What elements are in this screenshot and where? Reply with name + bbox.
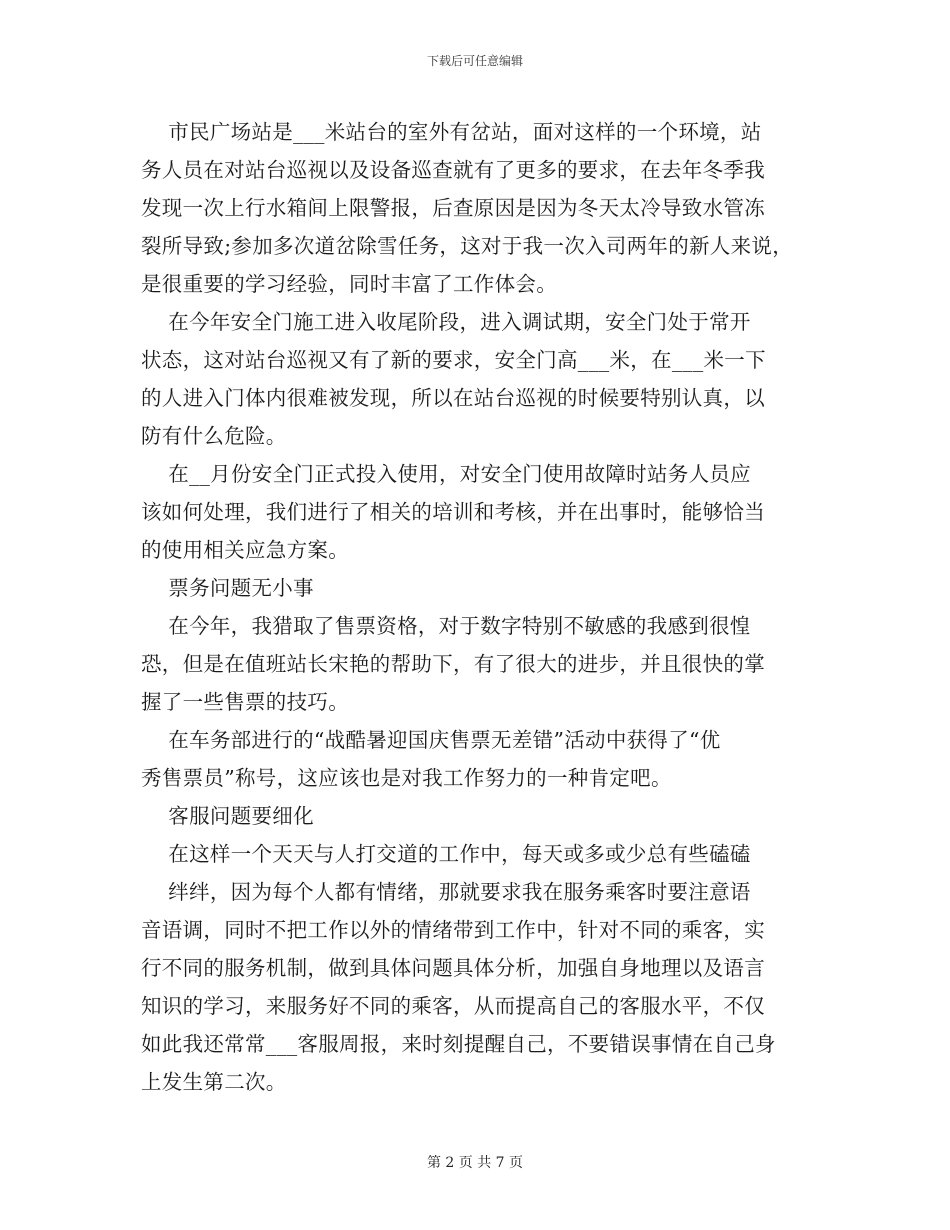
text-line: 市民广场站是___米站台的室外有岔站，面对这样的一个环境，站 [141, 120, 762, 144]
text-line: 绊绊，因为每个人都有情绪，那就要求我在服务乘客时要注意语 [141, 880, 751, 904]
text-line: 是很重要的学习经验，同时丰富了工作体会。 [141, 272, 557, 296]
text-line: 发现一次上行水箱间上限警报，后查原因是因为冬天太冷导致水管冻 [141, 196, 765, 220]
text-line: 恐，但是在值班站长宋艳的帮助下，有了很大的进步，并且很快的掌 [141, 652, 765, 676]
section-heading: 客服问题要细化 [141, 804, 314, 828]
text-line: 在今年，我猎取了售票资格，对于数字特别不敏感的我感到很惶 [141, 614, 751, 638]
text-line: 如此我还常常___客服周报，来时刻提醒自己，不要错误事情在自己身 [141, 1032, 776, 1056]
text-line: 防有什么危险。 [141, 424, 287, 448]
text-line: 在今年安全门施工进入收尾阶段，进入调试期，安全门处于常开 [141, 310, 751, 334]
text-line: 知识的学习，来服务好不同的乘客，从而提高自己的客服水平，不仅 [141, 994, 765, 1018]
page-footer: 第 2 页 共 7 页 [426, 1155, 524, 1171]
text-line: 行不同的服务机制，做到具体问题具体分析，加强自身地理以及语言 [141, 956, 765, 980]
text-line: 裂所导致;参加多次道岔除雪任务，这对于我一次入司两年的新人来说， [141, 234, 794, 258]
text-line: 在__月份安全门正式投入使用，对安全门使用故障时站务人员应 [141, 462, 751, 486]
text-line: 音语调，同时不把工作以外的情绪带到工作中，针对不同的乘客，实 [141, 918, 765, 942]
section-heading: 票务问题无小事 [141, 576, 314, 600]
text-line: 该如何处理，我们进行了相关的培训和考核，并在出事时，能够恰当 [141, 500, 765, 524]
text-line: 上发生第二次。 [141, 1070, 287, 1094]
text-line: 握了一些售票的技巧。 [141, 690, 349, 714]
text-line: 的使用相关应急方案。 [141, 538, 349, 562]
text-line: 在车务部进行的“战酷暑迎国庆售票无差错”活动中获得了“优 [141, 728, 721, 752]
page-header: 下载后可任意编辑 [426, 54, 523, 68]
document-body [141, 113, 813, 1101]
text-line: 在这样一个天天与人打交道的工作中，每天或多或少总有些磕磕 [141, 842, 751, 866]
text-line: 务人员在对站台巡视以及设备巡查就有了更多的要求，在去年冬季我 [141, 158, 765, 182]
text-line: 状态，这对站台巡视又有了新的要求，安全门高___米，在___米一下 [141, 348, 766, 372]
text-line: 秀售票员”称号，这应该也是对我工作努力的一种肯定吧。 [141, 766, 672, 790]
text-line: 的人进入门体内很难被发现，所以在站台巡视的时候要特别认真，以 [141, 386, 765, 410]
